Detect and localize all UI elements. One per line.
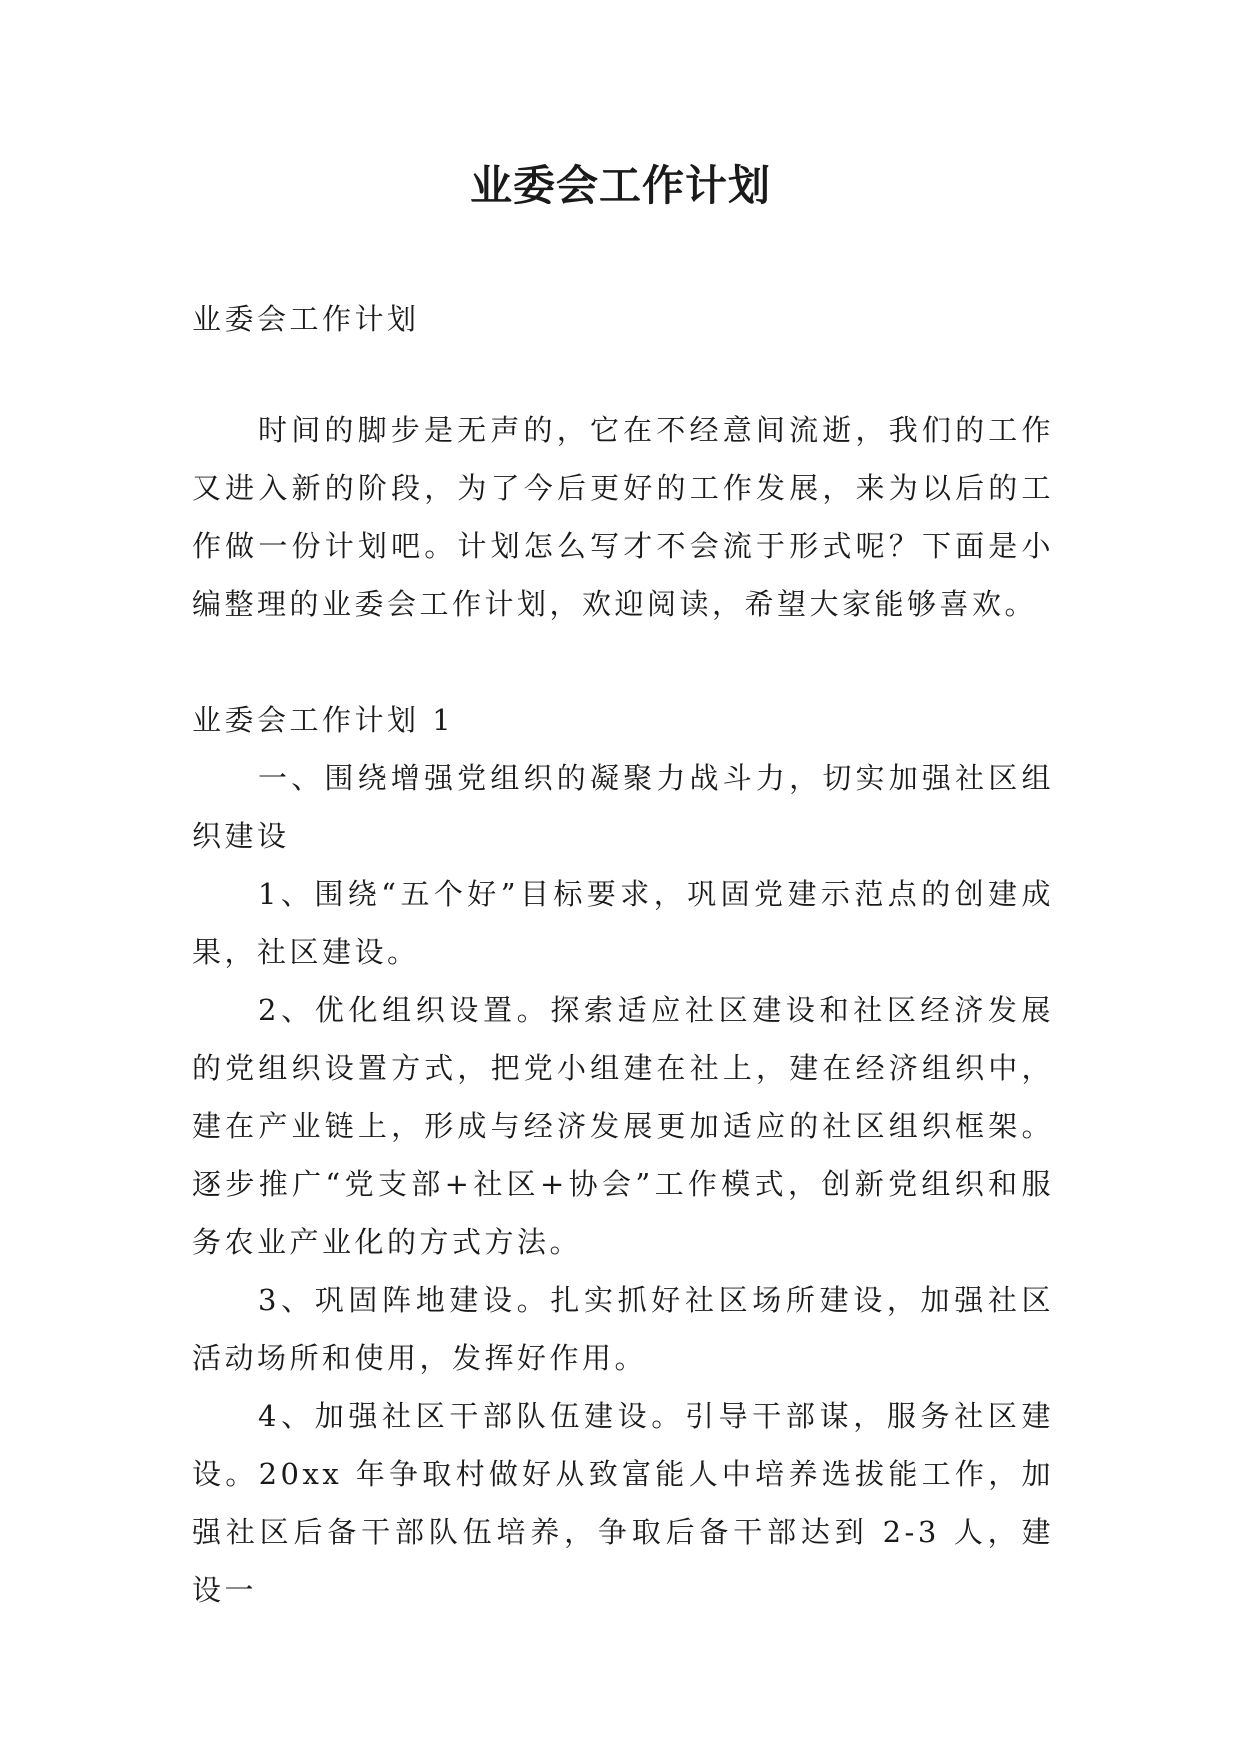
paragraph-3: 2、优化组织设置。探索适应社区建设和社区经济发展的党组织设置方式，把党小组建在社上，建在经济组织中，建在产业链上，形成与经济发展更加适应的社区组织框架。逐步推广“党支部+社区+协会”工作模式，创新党组织和服务农业产业化的方式方法。 <box>192 993 1054 1259</box>
paragraph-5: 4、加强社区干部队伍建设。引导干部谋，服务社区建设。20xx 年争取村做好从致富能人中培养选拔能工作，加强社区后备干部队伍培养，争取后备干部达到 2-3 人，建设一 <box>192 1399 1054 1607</box>
section-heading: 业委会工作计划 1 <box>192 703 455 737</box>
document-title: 业委会工作计划 <box>469 161 771 210</box>
plan-section <box>192 691 1054 1619</box>
paragraph-2: 1、围绕“五个好”目标要求，巩固党建示范点的创建成果，社区建设。 <box>192 877 1054 969</box>
intro-paragraph: 时间的脚步是无声的，它在不经意间流逝，我们的工作又进入新的阶段，为了今后更好的工作发展，来为以后的工作做一份计划吧。计划怎么写才不会流于形式呢？下面是小编整理的业委会工作计划，欢迎阅读，希望大家能够喜欢。 <box>192 413 1054 621</box>
document-subtitle: 业委会工作计划 <box>192 302 420 336</box>
paragraph-4: 3、巩固阵地建设。扎实抓好社区场所建设，加强社区活动场所和使用，发挥好作用。 <box>192 1283 1054 1375</box>
paragraph-1: 一、围绕增强党组织的凝聚力战斗力，切实加强社区组织建设 <box>192 761 1054 853</box>
